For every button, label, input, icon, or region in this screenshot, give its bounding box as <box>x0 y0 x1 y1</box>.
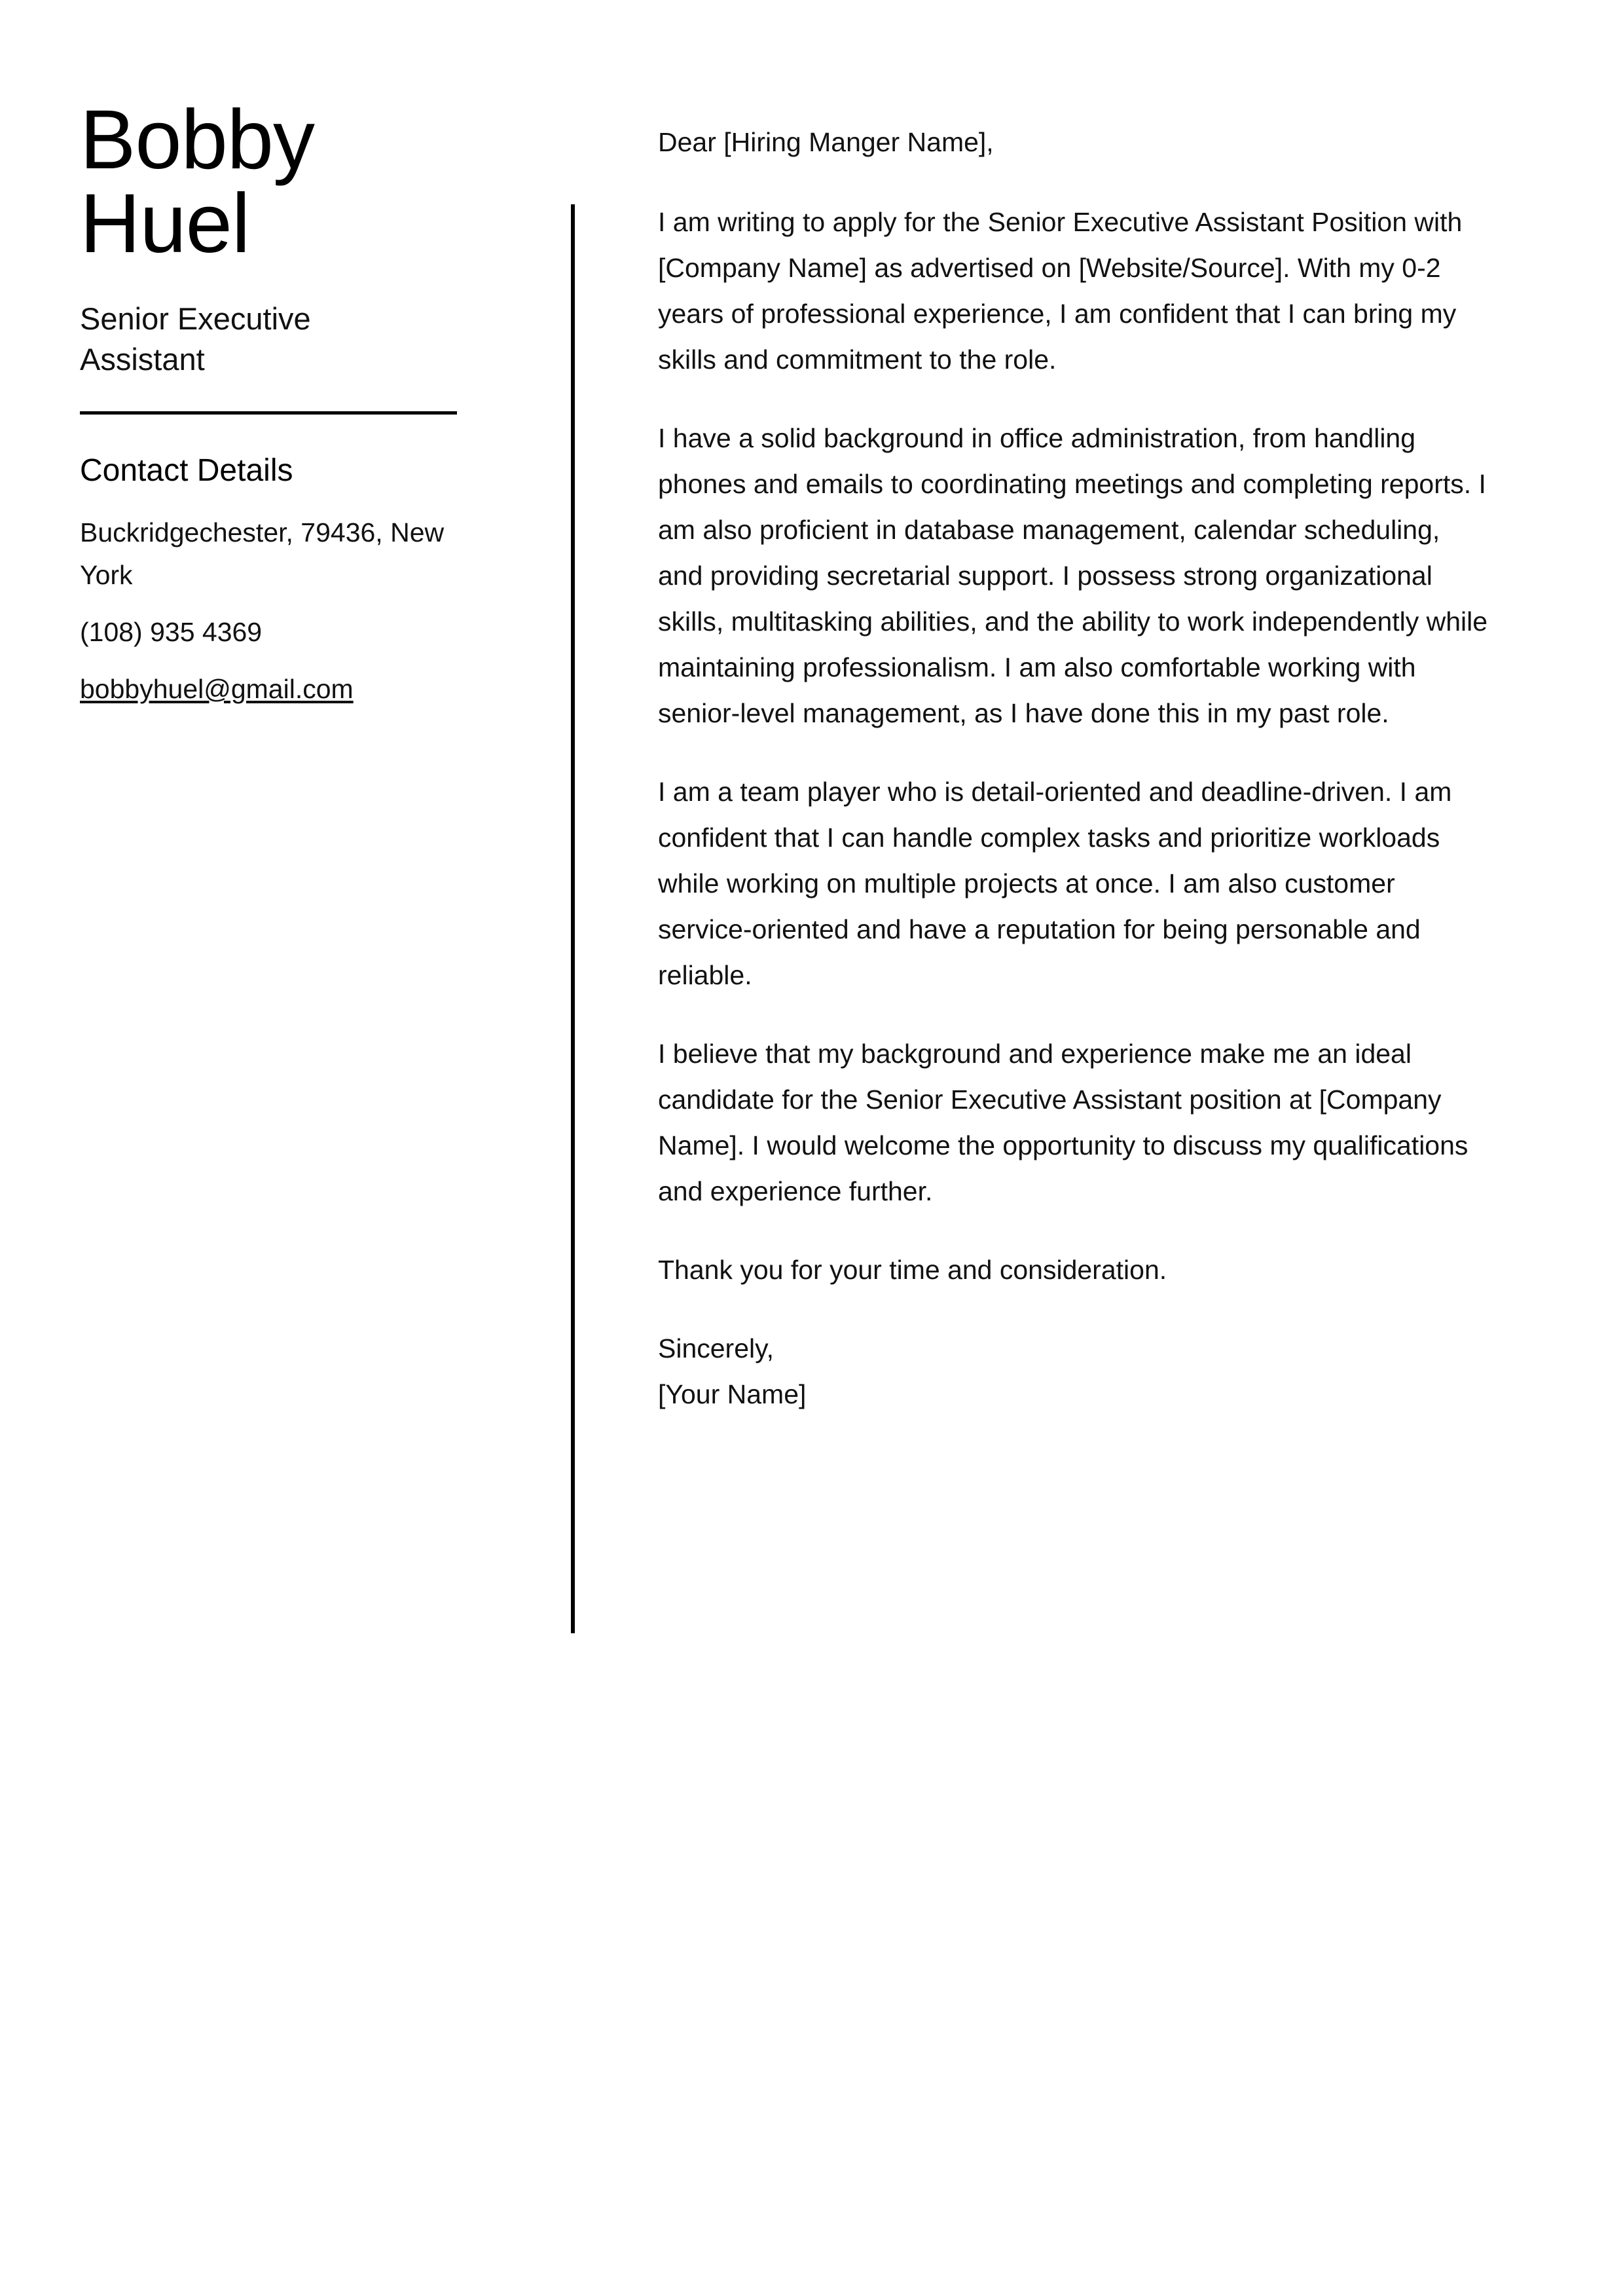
candidate-first-name: Bobby <box>80 93 314 187</box>
contact-address: Buckridgechester, 79436, New York <box>80 517 445 590</box>
contact-phone: (108) 935 4369 <box>80 617 263 647</box>
column-divider <box>571 204 575 1633</box>
candidate-name <box>80 93 473 270</box>
letter-thank-you: Thank you for your time and consideration. <box>658 1255 1167 1285</box>
candidate-last-name: Huel <box>80 177 250 270</box>
contact-email-link[interactable]: bobbyhuel@gmail.com <box>80 674 354 704</box>
contact-email-row <box>80 668 447 711</box>
sidebar <box>80 93 473 711</box>
letter-paragraph-1: I am writing to apply for the Senior Executive Assistant Position with [Company Name] as advertised on [Website/Source]. With my 0-2 years of professional experience, I am confident that I can bring my skills and commitment to the role. <box>658 207 1463 375</box>
contact-details-list <box>80 511 473 711</box>
letter-paragraph-3: I am a team player who is detail-oriented and deadline-driven. I am confident that I can handle complex tasks and prioritize workloads while working on multiple projects at once. I am also customer service-oriented and have a reputation for being personable and reliable. <box>658 777 1452 990</box>
letter-signoff <box>658 1325 1491 1417</box>
candidate-job-title: Senior Executive Assistant <box>80 301 311 377</box>
letter-closing: Sincerely, <box>658 1333 774 1363</box>
letter-paragraph-4: I believe that my background and experience make me an ideal candidate for the Senior Executive Assistant position at [Company Name]. I would welcome the opportunity to discuss my qualifications and experience further. <box>658 1039 1468 1206</box>
letter-body <box>658 119 1491 1417</box>
letter-salutation: Dear [Hiring Manger Name], <box>658 127 994 157</box>
letter-paragraph-2: I have a solid background in office administration, from handling phones and emails to coordinating meetings and completing reports. I am also proficient in database management, calendar scheduling, and providing secretarial support. I possess strong organizational skills, multitasking abilities, and the ability to work independently while maintaining professionalism. I am also comfortable working with senior-level management, as I have done this in my past role. <box>658 423 1488 728</box>
letter-signature: [Your Name] <box>658 1379 807 1409</box>
contact-details-heading: Contact Details <box>80 453 293 488</box>
sidebar-divider-rule <box>80 411 457 415</box>
